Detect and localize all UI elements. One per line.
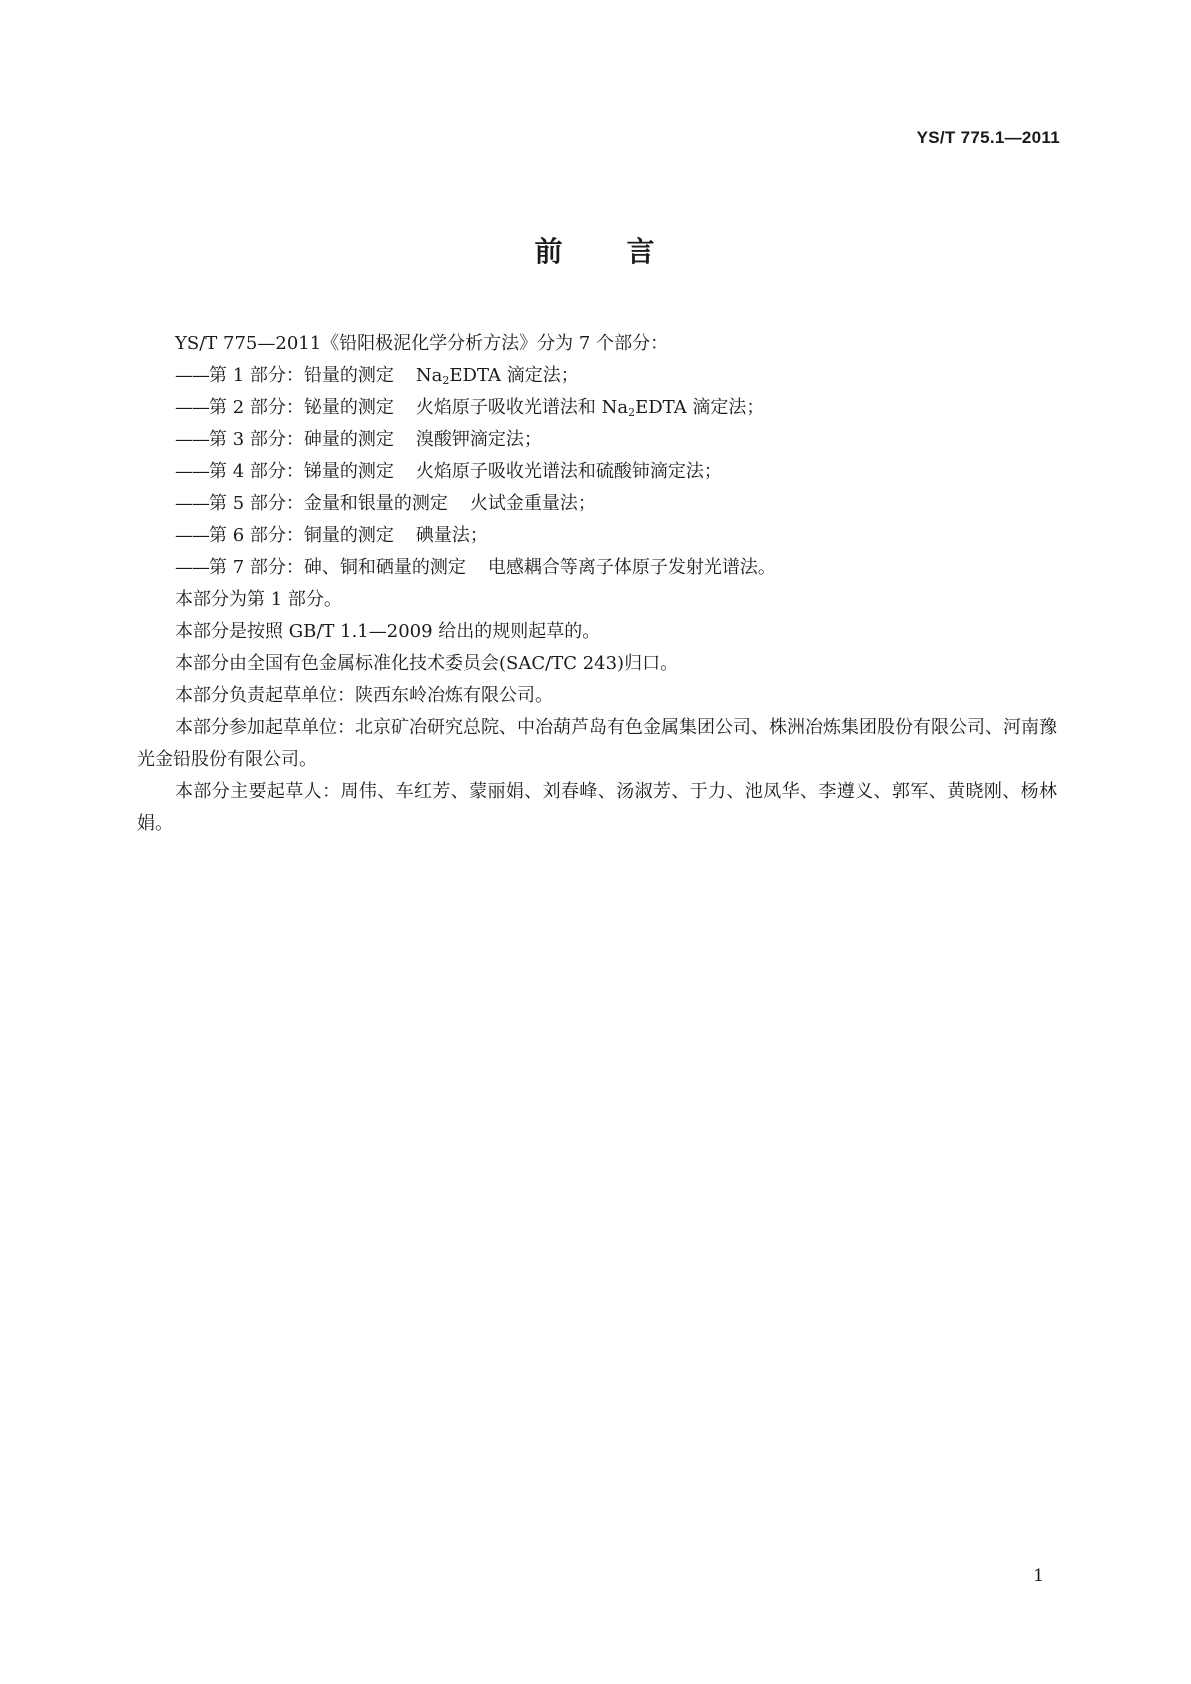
- part-label: 第 2 部分：铋量的测定: [209, 397, 394, 418]
- part-list-item: ——第 6 部分：铜量的测定 碘量法；: [175, 525, 488, 546]
- part-method: 火焰原子吸收光谱法和硫酸铈滴定法；: [415, 461, 722, 482]
- page-number: 1: [1033, 1566, 1044, 1586]
- part-method: 火焰原子吸收光谱法和 $Na_2EDTA$ 滴定法；: [415, 397, 765, 419]
- part-method: 溴酸钾滴定法；: [415, 429, 542, 450]
- page-title-char-2: 言: [626, 235, 657, 268]
- foreword-body: [137, 328, 1057, 840]
- part-label: 第 6 部分：铜量的测定: [209, 525, 394, 546]
- part-list-item: ——第 3 部分：砷量的测定 溴酸钾滴定法；: [175, 429, 542, 450]
- intro-paragraph: YS/T 775—2011《铅阳极泥化学分析方法》分为 7 个部分：: [175, 333, 669, 354]
- paragraph-responsible-unit: 本部分负责起草单位：陕西东岭冶炼有限公司。: [175, 685, 553, 706]
- part-label: 第 3 部分：砷量的测定: [209, 429, 394, 450]
- part-label: 第 5 部分：金量和银量的测定: [209, 493, 448, 514]
- standard-number: YS/T 775.1—2011: [916, 128, 1060, 147]
- paragraph-participating-units: 本部分参加起草单位：北京矿冶研究总院、中冶葫芦岛有色金属集团公司、株洲冶炼集团股份有限公司、河南豫光金铅股份有限公司。: [137, 717, 1057, 770]
- page-title-char-1: 前: [534, 235, 565, 268]
- part-list-item: ——第 2 部分：铋量的测定 火焰原子吸收光谱法和 $Na_2EDTA$ 滴定法；: [175, 397, 765, 419]
- part-method: 碘量法；: [415, 525, 488, 546]
- paragraph-drafting-rules: 本部分是按照 GB/T 1.1—2009 给出的规则起草的。: [175, 621, 601, 642]
- page-title: [0, 230, 1191, 270]
- part-list-item: ——第 4 部分：锑量的测定 火焰原子吸收光谱法和硫酸铈滴定法；: [175, 461, 722, 482]
- paragraph-committee: 本部分由全国有色金属标准化技术委员会(SAC/TC 243)归口。: [175, 653, 679, 674]
- paragraph-part-number: 本部分为第 1 部分。: [175, 589, 342, 610]
- part-label: 第 7 部分：砷、铜和硒量的测定: [209, 557, 466, 578]
- part-method: $Na_2EDTA$ 滴定法；: [415, 365, 579, 387]
- paragraph-drafters: 本部分主要起草人：周伟、车红芳、蒙丽娟、刘春峰、汤淑芳、于力、池凤华、李遵义、郭军、黄晓刚、杨林娟。: [137, 781, 1057, 834]
- part-list-item: ——第 7 部分：砷、铜和硒量的测定 电感耦合等离子体原子发射光谱法。: [175, 557, 776, 578]
- part-label: 第 4 部分：锑量的测定: [209, 461, 394, 482]
- part-label: 第 1 部分：铅量的测定: [209, 365, 394, 386]
- part-list-item: ——第 5 部分：金量和银量的测定 火试金重量法；: [175, 493, 596, 514]
- part-list-item: ——第 1 部分：铅量的测定 $Na_2EDTA$ 滴定法；: [175, 365, 579, 387]
- part-method: 电感耦合等离子体原子发射光谱法。: [487, 557, 776, 578]
- part-method: 火试金重量法；: [469, 493, 596, 514]
